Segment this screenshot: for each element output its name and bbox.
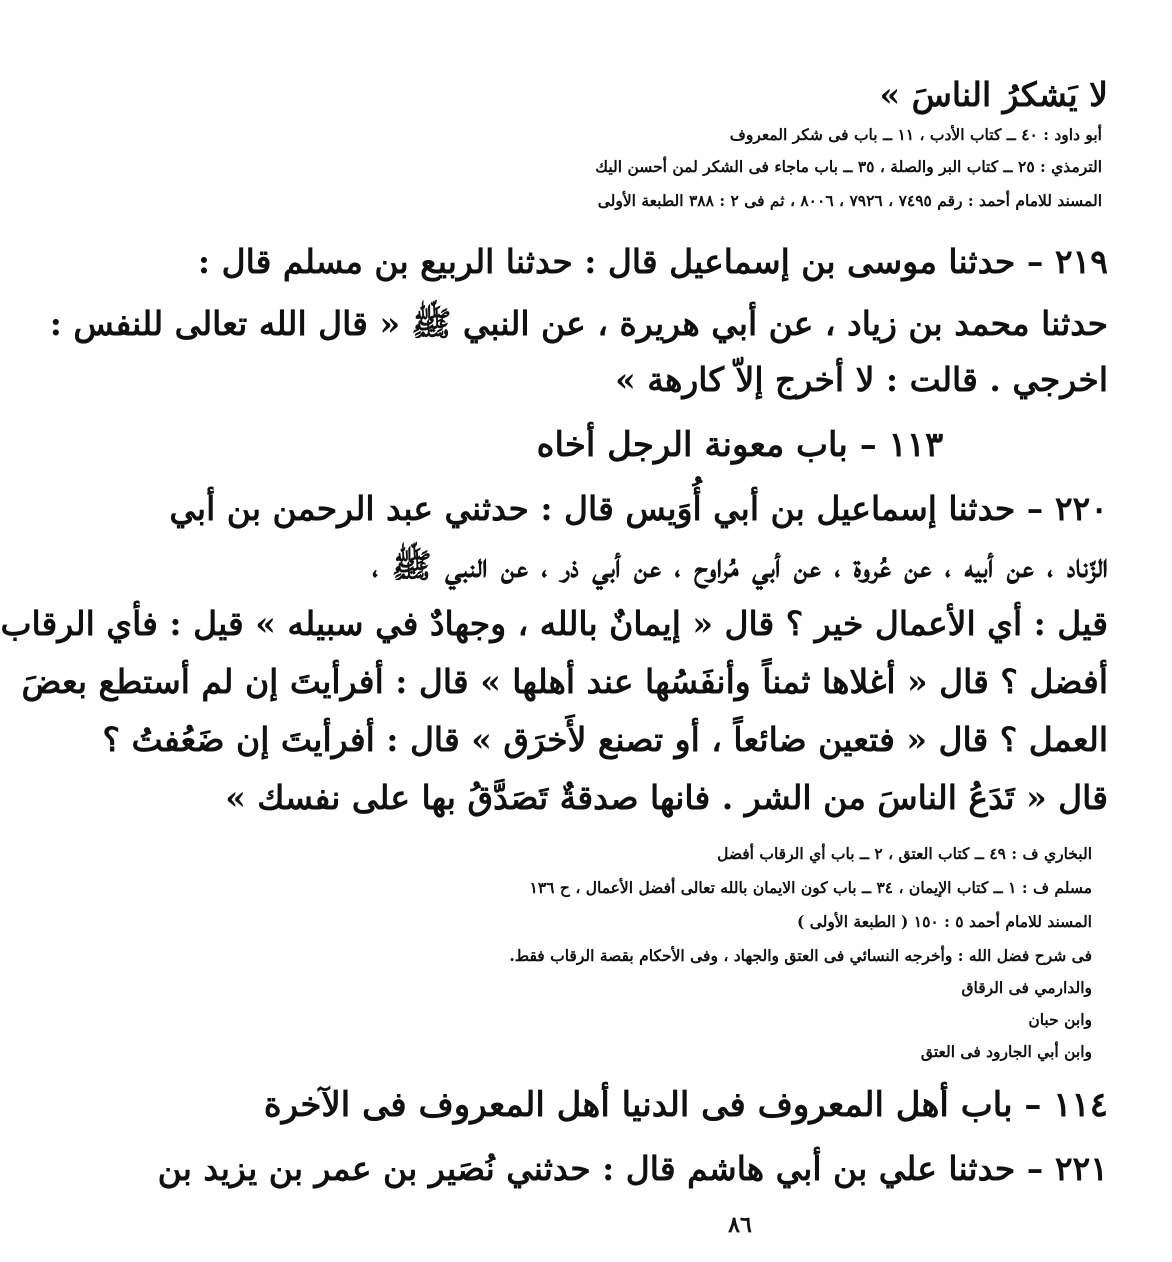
reference-line: المسند للامام أحمد : رقم ٧٤٩٥ ، ٧٩٢٦ ، ٨٠٠٦ ، ثم فى ٢ : ٣٨٨ الطبعة الأولى bbox=[597, 191, 1102, 210]
reference-line: وابن حبان bbox=[1028, 1010, 1092, 1029]
hadith-line: اخرجي . قالت : لا أخرج إلاّ كارهة » bbox=[615, 360, 1108, 399]
text-line-continuation: لا يَشكرُ الناسَ » bbox=[879, 75, 1108, 114]
reference-line: المسند للامام أحمد ٥ : ١٥٠ ( الطبعة الأولى ) bbox=[797, 912, 1092, 931]
hadith-line: ٢٢١ – حدثنا علي بن أبي هاشم قال : حدثني نُصَير بن عمر بن يزيد بن bbox=[157, 1149, 1108, 1188]
chapter-heading: ١١٣ – باب معونة الرجل أخاه bbox=[536, 425, 944, 465]
hadith-line: الزّناد ، عن أبيه ، عن عُروة ، عن أبي مُراوح ، عن أبي ذر ، عن النبي ﷺ ، bbox=[372, 546, 1108, 585]
hadith-line: ٢٢٠ – حدثنا إسماعيل بن أبي أُوَيس قال : حدثني عبد الرحمن بن أبي bbox=[169, 489, 1108, 528]
reference-line: وابن أبي الجارود فى العتق bbox=[920, 1042, 1092, 1061]
hadith-line: قال « تَدَعُ الناسَ من الشر . فانها صدقةٌ تَصَدَّقُ بها على نفسك » bbox=[225, 778, 1108, 817]
reference-line: البخاري ف : ٤٩ ــ كتاب العتق ، ٢ ــ باب أي الرقاب أفضل bbox=[717, 844, 1092, 863]
reference-line: والدارمي فى الرقاق bbox=[961, 978, 1092, 997]
reference-line: الترمذي : ٢٥ ــ كتاب البر والصلة ، ٣٥ ــ باب ماجاء فى الشكر لمن أحسن اليك bbox=[595, 157, 1102, 176]
page-number: ٨٦ bbox=[728, 1212, 752, 1238]
hadith-line: قيل : أي الأعمال خير ؟ قال « إيمانٌ بالله ، وجهادٌ في سبيله » قيل : فأي الرقاب bbox=[0, 604, 1108, 643]
hadith-line: أفضل ؟ قال « أغلاها ثمناً وأنفَسُها عند أهلها » قال : أفرأيتَ إن لم أستطع بعضَ bbox=[21, 662, 1108, 701]
reference-line: مسلم ف : ١ ــ كتاب الإيمان ، ٣٤ ــ باب كون الايمان بالله تعالى أفضل الأعمال ، ح ١٣٦ bbox=[529, 878, 1092, 897]
chapter-heading: ١١٤ – باب أهل المعروف فى الدنيا أهل المعروف فى الآخرة bbox=[263, 1085, 1108, 1125]
hadith-line: العمل ؟ قال « فتعين ضائعاً ، أو تصنع لأَخرَق » قال : أفرأيتَ إن ضَعُفتُ ؟ bbox=[102, 720, 1108, 759]
reference-line: أبو داود : ٤٠ ــ كتاب الأدب ، ١١ ــ باب فى شكر المعروف bbox=[729, 125, 1102, 144]
hadith-line: حدثنا محمد بن زياد ، عن أبي هريرة ، عن النبي ﷺ « قال الله تعالى للنفس : bbox=[49, 304, 1108, 343]
hadith-line: ٢١٩ – حدثنا موسى بن إسماعيل قال : حدثنا الربيع بن مسلم قال : bbox=[197, 242, 1108, 281]
reference-line: فى شرح فضل الله : وأخرجه النسائي فى العتق والجهاد ، وفى الأحكام بقصة الرقاب فقط. bbox=[509, 946, 1092, 965]
